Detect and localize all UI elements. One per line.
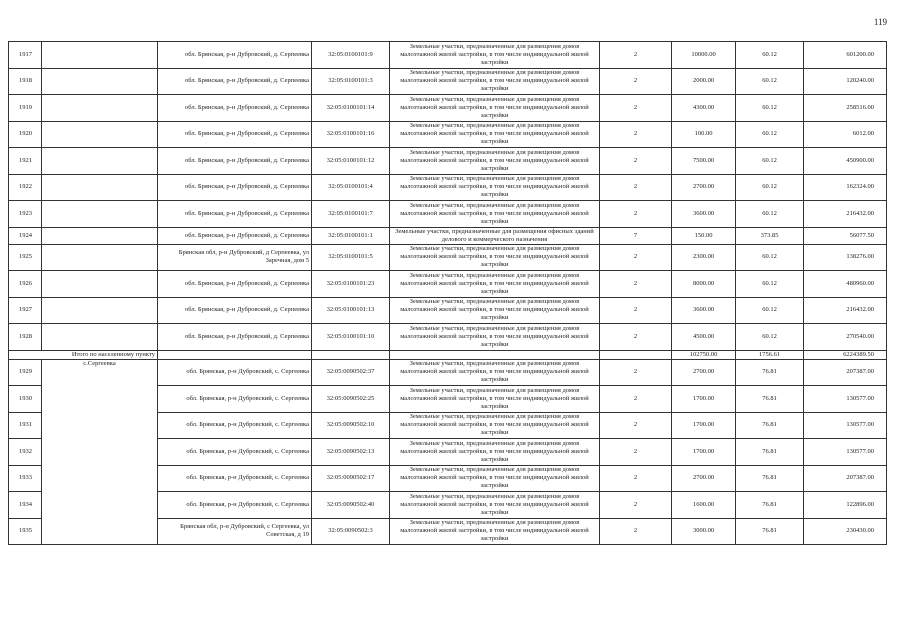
address-cell: обл. Брянская, р-н Дубровский, д. Серпеевка [158,201,312,228]
row-number: 1919 [9,95,42,122]
empty-cell [390,350,600,359]
address-cell: обл. Брянская, р-н Дубровский, д. Серпеевка [158,271,312,298]
specific-value-cell: 60.12 [736,271,804,298]
address-cell: обл. Брянская, р-н Дубровский, с. Сергеевка [158,439,312,466]
specific-value-cell: 60.12 [736,174,804,201]
cadastral-value-cell: 162324.00 [804,174,887,201]
specific-value-cell: 60.12 [736,297,804,324]
cadastral-value-cell: 207387.00 [804,359,887,386]
group-cell: 2 [600,297,672,324]
cadastral-value-table [8,41,887,545]
cadastral-number-cell: 32:05:0100101:23 [312,271,390,298]
cadastral-value-cell: 450900.00 [804,148,887,175]
cadastral-number-cell: 32:05:0100101:13 [312,297,390,324]
area-cell: 3600.00 [672,297,736,324]
summary-area: 102750.00 [672,350,736,359]
table-row [9,297,887,324]
cadastral-value-cell: 56077.50 [804,227,887,244]
empty-cell [158,350,312,359]
table-row [9,174,887,201]
cadastral-number-cell: 32:05:0100101:4 [312,174,390,201]
land-purpose-cell: Земельные участки, предназначенные для размещения домов малоэтажной жилой застройки, в том числе индивидуальной жилой застройки [390,201,600,228]
land-purpose-cell: Земельные участки, предназначенные для размещения домов малоэтажной жилой застройки, в том числе индивидуальной жилой застройки [390,148,600,175]
table-row [9,201,887,228]
address-cell: Брянская обл, р-н Дубровский, с Сергеевка, ул Советская, д 19 [158,518,312,545]
specific-value-cell: 60.12 [736,42,804,69]
cadastral-number-cell: 32:05:0090502:17 [312,465,390,492]
row-number: 1921 [9,148,42,175]
table-row [9,271,887,298]
group-cell: 2 [600,174,672,201]
empty-cell [42,174,158,201]
land-purpose-cell: Земельные участки, предназначенные для размещения домов малоэтажной жилой застройки, в том числе индивидуальной жилой застройки [390,95,600,122]
table-row [9,42,887,69]
area-cell: 2700.00 [672,359,736,386]
cadastral-value-cell: 230430.00 [804,518,887,545]
land-purpose-cell: Земельные участки, предназначенные для размещения домов малоэтажной жилой застройки, в том числе индивидуальной жилой застройки [390,439,600,466]
cadastral-value-cell: 130577.00 [804,386,887,413]
address-cell: обл. Брянская, р-н Дубровский, с. Сергеевка [158,412,312,439]
cadastral-value-cell: 120240.00 [804,68,887,95]
specific-value-cell: 76.81 [736,412,804,439]
area-cell: 2000.00 [672,68,736,95]
specific-value-cell: 76.81 [736,386,804,413]
group-cell: 2 [600,324,672,351]
area-cell: 2700.00 [672,465,736,492]
table-row [9,121,887,148]
land-purpose-cell: Земельные участки, предназначенные для размещения домов малоэтажной жилой застройки, в том числе индивидуальной жилой застройки [390,271,600,298]
cadastral-value-cell: 480960.00 [804,271,887,298]
cadastral-number-cell: 32:05:0090502:25 [312,386,390,413]
cadastral-value-cell: 130577.00 [804,439,887,466]
area-cell: 8000.00 [672,271,736,298]
empty-cell [42,95,158,122]
row-number: 1920 [9,121,42,148]
table-row [9,68,887,95]
specific-value-cell: 60.12 [736,121,804,148]
cadastral-number-cell: 32:05:0100101:9 [312,42,390,69]
address-cell: обл. Брянская, р-н Дубровский, с. Сергеевка [158,492,312,519]
group-cell: 2 [600,95,672,122]
cadastral-value-cell: 601200.00 [804,42,887,69]
group-cell: 2 [600,121,672,148]
area-cell: 1700.00 [672,386,736,413]
empty-cell [312,350,390,359]
empty-cell [42,68,158,95]
address-cell: обл. Брянская, р-н Дубровский, д. Серпеевка [158,42,312,69]
cadastral-number-cell: 32:05:0100101:16 [312,121,390,148]
land-purpose-cell: Земельные участки, предназначенные для размещения домов малоэтажной жилой застройки, в том числе индивидуальной жилой застройки [390,244,600,271]
specific-value-cell: 76.81 [736,492,804,519]
empty-cell [42,201,158,228]
group-cell: 2 [600,386,672,413]
area-cell: 1600.00 [672,492,736,519]
row-number: 1918 [9,68,42,95]
cadastral-number-cell: 32:05:0100101:1 [312,227,390,244]
table-row [9,227,887,244]
row-number: 1930 [9,386,42,413]
cadastral-value-cell: 130577.00 [804,412,887,439]
empty-cell [42,297,158,324]
land-purpose-cell: Земельные участки, предназначенные для размещения домов малоэтажной жилой застройки, в том числе индивидуальной жилой застройки [390,121,600,148]
group-cell: 2 [600,271,672,298]
empty-cell [42,148,158,175]
cadastral-value-cell: 258516.00 [804,95,887,122]
address-cell: обл. Брянская, р-н Дубровский, д. Серпеевка [158,148,312,175]
cadastral-value-cell: 6012.00 [804,121,887,148]
specific-value-cell: 60.12 [736,68,804,95]
area-cell: 2700.00 [672,174,736,201]
group-cell: 2 [600,412,672,439]
area-cell: 7500.00 [672,148,736,175]
cadastral-number-cell: 32:05:0090502:3 [312,518,390,545]
area-cell: 150.00 [672,227,736,244]
empty-cell [42,244,158,271]
row-number: 1927 [9,297,42,324]
table-row [9,359,887,386]
empty-cell [600,350,672,359]
area-cell: 1700.00 [672,439,736,466]
row-number: 1924 [9,227,42,244]
summary-label: Итого по населенному пункту [9,350,158,359]
cadastral-value-cell: 138276.00 [804,244,887,271]
group-cell: 2 [600,148,672,175]
cadastral-number-cell: 32:05:0100101:5 [312,244,390,271]
cadastral-value-cell: 207387.00 [804,465,887,492]
land-purpose-cell: Земельные участки, предназначенные для размещения домов малоэтажной жилой застройки, в том числе индивидуальной жилой застройки [390,42,600,69]
address-cell: обл. Брянская, р-н Дубровский, д. Серпеевка [158,227,312,244]
row-number: 1928 [9,324,42,351]
table-body [9,42,887,545]
empty-cell [42,121,158,148]
empty-cell [42,227,158,244]
address-cell: Брянская обл, р-н Дубровский, д Серпеевка, ул Заречная, дом 5 [158,244,312,271]
specific-value-cell: 60.12 [736,148,804,175]
specific-value-cell: 60.12 [736,244,804,271]
address-cell: обл. Брянская, р-н Дубровский, д. Серпеевка [158,95,312,122]
address-cell: обл. Брянская, р-н Дубровский, с. Сергеевка [158,386,312,413]
specific-value-cell: 76.81 [736,359,804,386]
cadastral-number-cell: 32:05:0090502:37 [312,359,390,386]
row-number: 1923 [9,201,42,228]
land-purpose-cell: Земельные участки, предназначенные для размещения домов малоэтажной жилой застройки, в том числе индивидуальной жилой застройки [390,297,600,324]
area-cell: 3600.00 [672,201,736,228]
land-purpose-cell: Земельные участки, предназначенные для размещения домов малоэтажной жилой застройки, в том числе индивидуальной жилой застройки [390,492,600,519]
group-cell: 2 [600,201,672,228]
row-number: 1935 [9,518,42,545]
land-purpose-cell: Земельные участки, предназначенные для размещения домов малоэтажной жилой застройки, в том числе индивидуальной жилой застройки [390,68,600,95]
land-purpose-cell: Земельные участки, предназначенные для размещения домов малоэтажной жилой застройки, в том числе индивидуальной жилой застройки [390,518,600,545]
row-number: 1922 [9,174,42,201]
area-cell: 4500.00 [672,324,736,351]
row-number: 1929 [9,359,42,386]
cadastral-number-cell: 32:05:0100101:10 [312,324,390,351]
row-number: 1917 [9,42,42,69]
area-cell: 10000.00 [672,42,736,69]
specific-value-cell: 373.85 [736,227,804,244]
cadastral-number-cell: 32:05:0090502:13 [312,439,390,466]
address-cell: обл. Брянская, р-н Дубровский, д. Серпеевка [158,297,312,324]
table-row [9,324,887,351]
cadastral-value-cell: 270540.00 [804,324,887,351]
empty-cell [42,42,158,69]
address-cell: обл. Брянская, р-н Дубровский, с. Сергеевка [158,465,312,492]
area-cell: 2300.00 [672,244,736,271]
row-number: 1931 [9,412,42,439]
table-row [9,244,887,271]
cadastral-value-cell: 216432.00 [804,297,887,324]
cadastral-number-cell: 32:05:0100101:14 [312,95,390,122]
area-cell: 100.00 [672,121,736,148]
summary-specific-value: 1756.61 [736,350,804,359]
land-purpose-cell: Земельные участки, предназначенные для размещения домов малоэтажной жилой застройки, в том числе индивидуальной жилой застройки [390,465,600,492]
land-purpose-cell: Земельные участки, предназначенные для размещения домов малоэтажной жилой застройки, в том числе индивидуальной жилой застройки [390,174,600,201]
land-purpose-cell: Земельные участки, предназначенные для размещения домов малоэтажной жилой застройки, в том числе индивидуальной жилой застройки [390,359,600,386]
group-cell: 2 [600,359,672,386]
empty-cell [42,271,158,298]
row-number: 1934 [9,492,42,519]
locality-label: с.Сергеевка [42,359,158,545]
table-row [9,148,887,175]
area-cell: 1700.00 [672,412,736,439]
address-cell: обл. Брянская, р-н Дубровский, д. Серпеевка [158,68,312,95]
address-cell: обл. Брянская, р-н Дубровский, д. Серпеевка [158,121,312,148]
address-cell: обл. Брянская, р-н Дубровский, д. Серпеевка [158,174,312,201]
cadastral-number-cell: 32:05:0090502:40 [312,492,390,519]
group-cell: 2 [600,465,672,492]
group-cell: 2 [600,68,672,95]
group-cell: 2 [600,439,672,466]
cadastral-number-cell: 32:05:0100101:12 [312,148,390,175]
specific-value-cell: 76.81 [736,465,804,492]
row-number: 1925 [9,244,42,271]
land-purpose-cell: Земельные участки, предназначенные для размещения домов малоэтажной жилой застройки, в том числе индивидуальной жилой застройки [390,324,600,351]
specific-value-cell: 60.12 [736,95,804,122]
group-cell: 2 [600,42,672,69]
summary-row [9,350,887,359]
cadastral-value-cell: 216432.00 [804,201,887,228]
land-purpose-cell: Земельные участки, предназначенные для размещения офисных зданий делового и коммерческого назначения [390,227,600,244]
cadastral-number-cell: 32:05:0100101:7 [312,201,390,228]
area-cell: 4300.00 [672,95,736,122]
page-number: 119 [873,17,887,27]
cadastral-number-cell: 32:05:0090502:10 [312,412,390,439]
cadastral-number-cell: 32:05:0100101:3 [312,68,390,95]
specific-value-cell: 76.81 [736,439,804,466]
specific-value-cell: 76.81 [736,518,804,545]
address-cell: обл. Брянская, р-н Дубровский, с. Сергеевка [158,359,312,386]
area-cell: 3000.00 [672,518,736,545]
group-cell: 2 [600,518,672,545]
table-row [9,95,887,122]
group-cell: 2 [600,492,672,519]
row-number: 1932 [9,439,42,466]
land-purpose-cell: Земельные участки, предназначенные для размещения домов малоэтажной жилой застройки, в том числе индивидуальной жилой застройки [390,412,600,439]
specific-value-cell: 60.12 [736,324,804,351]
specific-value-cell: 60.12 [736,201,804,228]
group-cell: 7 [600,227,672,244]
land-purpose-cell: Земельные участки, предназначенные для размещения домов малоэтажной жилой застройки, в том числе индивидуальной жилой застройки [390,386,600,413]
empty-cell [42,324,158,351]
address-cell: обл. Брянская, р-н Дубровский, д. Серпеевка [158,324,312,351]
cadastral-value-cell: 122896.00 [804,492,887,519]
summary-cadastral-value: 6224389.50 [804,350,887,359]
group-cell: 2 [600,244,672,271]
row-number: 1933 [9,465,42,492]
row-number: 1926 [9,271,42,298]
